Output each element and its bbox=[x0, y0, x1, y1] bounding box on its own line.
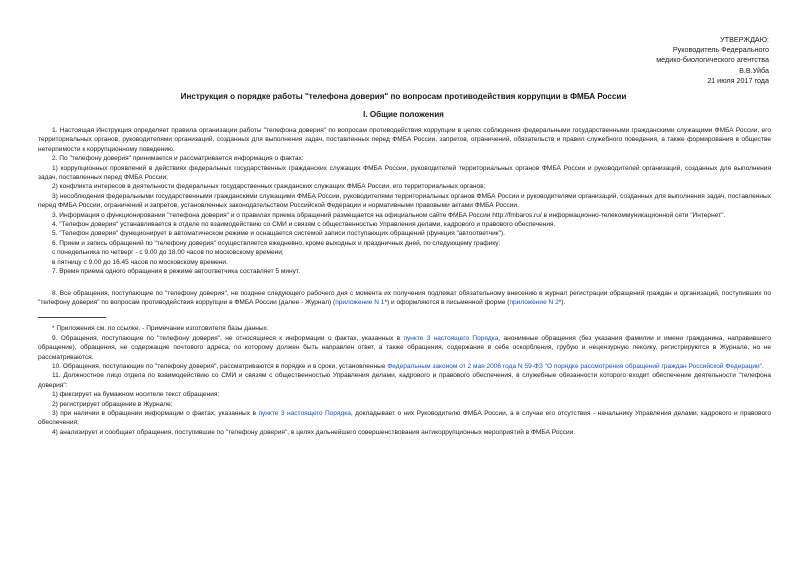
paragraph-5: 5. "Телефон доверия" функционирует в автоматическом режиме и оснащается системой записи поступающих обращений (функция "автоответчик"). bbox=[52, 230, 505, 238]
footnote-divider bbox=[38, 317, 106, 318]
footnote: * Приложения см. по ссылке. - Примечание изготовителя базы данных. bbox=[52, 325, 269, 333]
paragraph-2-item-3: 3) несоблюдения федеральными государственными гражданскими служащими ФМБА России, руководителями территориальных органов ФМБА России и руководителями организаций, созданных для выполнения задач, поставленных перед ФМБА России, ограничений и запретов, установленных законодательством Российской Федерации и нормативными правовыми актами ФМБА России. bbox=[38, 192, 771, 210]
approver-position: Руководитель Федерального bbox=[672, 45, 769, 55]
paragraph-11-item-3: 3) при наличии в обращении информации о фактах, указанных в пункте 3 настоящего Порядка, докладывает о них Руководителю ФМБА России, а в случае его отсутствия - начальнику Управления делами, кадрового и правового обеспечения; bbox=[38, 409, 771, 427]
document-body bbox=[38, 126, 771, 437]
paragraph-11-item-2: 2) регистрирует обращение в Журнале; bbox=[52, 400, 173, 408]
paragraph-11-item-1: 1) фиксирует на бумажном носителе текст обращения; bbox=[52, 391, 220, 399]
schedule-friday: в пятницу с 9.00 до 16.45 часов по московскому времени. bbox=[52, 258, 228, 266]
paragraph-3: 3. Информация о функционировании "телефона доверия" и о правилах приема обращений размещается на официальном сайте ФМБА России http://fmbaros.ru/ в информационно-телекоммуникационной сети "Интернет". bbox=[52, 211, 726, 219]
clause-3-link-2[interactable]: пункте 3 настоящего Порядка bbox=[258, 409, 351, 417]
appendix-1-link[interactable]: приложение N 1 bbox=[335, 298, 385, 306]
paragraph-6: 6. Прием и запись обращений по "телефону доверия" осуществляется ежедневно, кроме выходных и праздничных дней, по следующему графику: bbox=[52, 239, 501, 247]
document-title: Инструкция о порядке работы "телефона доверия" по вопросам противодействия коррупции в ФМБА России bbox=[180, 92, 627, 101]
approver-agency: медико-биологического агентства bbox=[656, 55, 769, 65]
paragraph-11-item-4: 4) анализирует и сообщает обращения, поступившие по "телефону доверия", в целях дальнейшего совершенствования антикоррупционных мероприятий в ФМБА России. bbox=[52, 428, 576, 436]
schedule-weekdays: с понедельника по четверг - с 9.00 до 18.00 часов по московскому времени; bbox=[52, 249, 284, 257]
approval-heading: УТВЕРЖДАЮ: bbox=[720, 35, 769, 44]
federal-law-link[interactable]: Федеральным законом от 2 мая 2006 года N 59-ФЗ "О порядке рассмотрения обращений граждан Российской Федерации" bbox=[387, 362, 762, 370]
paragraph-8: 8. Все обращения, поступающие по "телефону доверия", не позднее следующего рабочего дня с момента их получения подлежат обязательному внесению в журнал регистрации обращений граждан и организаций, поступивших по "телефону доверия" по вопросам противодействия коррупции в ФМБА России (далее - Журнал) (приложение N 1*) и оформляются в письменной форме (приложение N 2*). bbox=[38, 289, 771, 306]
paragraph-1: 1. Настоящая Инструкция определяет правила организации работы "телефона доверия" по вопросам противодействия коррупции в целях соблюдения федеральными государственными гражданскими служащими ФМБА России, его территориальных органов, руководителями организаций, созданных для выполнения задач, поставленных перед ФМБА России, запретов, ограничений, обязательств и правил служебного поведения, а также формирования в обществе нетерпимости к коррупционному поведению. bbox=[38, 127, 771, 153]
approval-stamp bbox=[656, 35, 769, 86]
paragraph-10: 10. Обращения, поступающие по "телефону доверия", рассматриваются в порядке и в сроки, установленные Федеральным законом от 2 мая 2006 года N 59-ФЗ "О порядке рассмотрения обращений граждан Российской Федерации". bbox=[52, 362, 764, 370]
paragraph-4: 4. "Телефон доверия" устанавливается в отделе по взаимодействию со СМИ и связям с общественностью Управления делами, кадрового и правового обеспечения. bbox=[52, 221, 556, 229]
section-title: I. Общие положения bbox=[363, 110, 444, 119]
paragraph-11: 11. Должностное лицо отдела по взаимодействию со СМИ и связям с общественностью Управления делами, кадрового и правового обеспечения, в служебные обязанности которого входит обеспечение деятельности "телефона доверия": bbox=[38, 372, 771, 389]
paragraph-2: 2. По "телефону доверия" принимается и рассматривается информация о фактах: bbox=[52, 155, 304, 163]
paragraph-2-item-1: 1) коррупционных проявлений в действиях федеральных государственных гражданских служащих ФМБА России, руководителей территориальных органов ФМБА России и руководителей организаций, созданных для выполнения задач, поставленных перед ФМБА России; bbox=[38, 164, 771, 182]
paragraph-9: 9. Обращения, поступающие по "телефону доверия", не относящиеся к информации о фактах, указанных в пункте 3 настоящего Порядка, анонимные обращения (без указания фамилии и имени гражданина, направившего обращение), обращения, не содержащие почтового адреса, по которому должен быть направлен ответ, а также обращения, содержание в себе оскорбления, грубую и нецензурную лексику, регистрируются в Журнале, но не рассматриваются. bbox=[38, 334, 771, 361]
approver-name: В.В.Уйба bbox=[739, 65, 769, 75]
paragraph-2-item-2: 2) конфликта интересов в деятельности федеральных государственных гражданских служащих ФМБА России, его территориальных органов; bbox=[52, 183, 486, 191]
paragraph-7: 7. Время приема одного обращения в режиме автоответчика составляет 5 минут. bbox=[52, 268, 301, 276]
clause-3-link[interactable]: пункте 3 настоящего Порядка bbox=[403, 334, 499, 342]
appendix-2-link[interactable]: приложение N 2 bbox=[509, 298, 559, 306]
approval-date: 21 июля 2017 года bbox=[707, 75, 769, 85]
